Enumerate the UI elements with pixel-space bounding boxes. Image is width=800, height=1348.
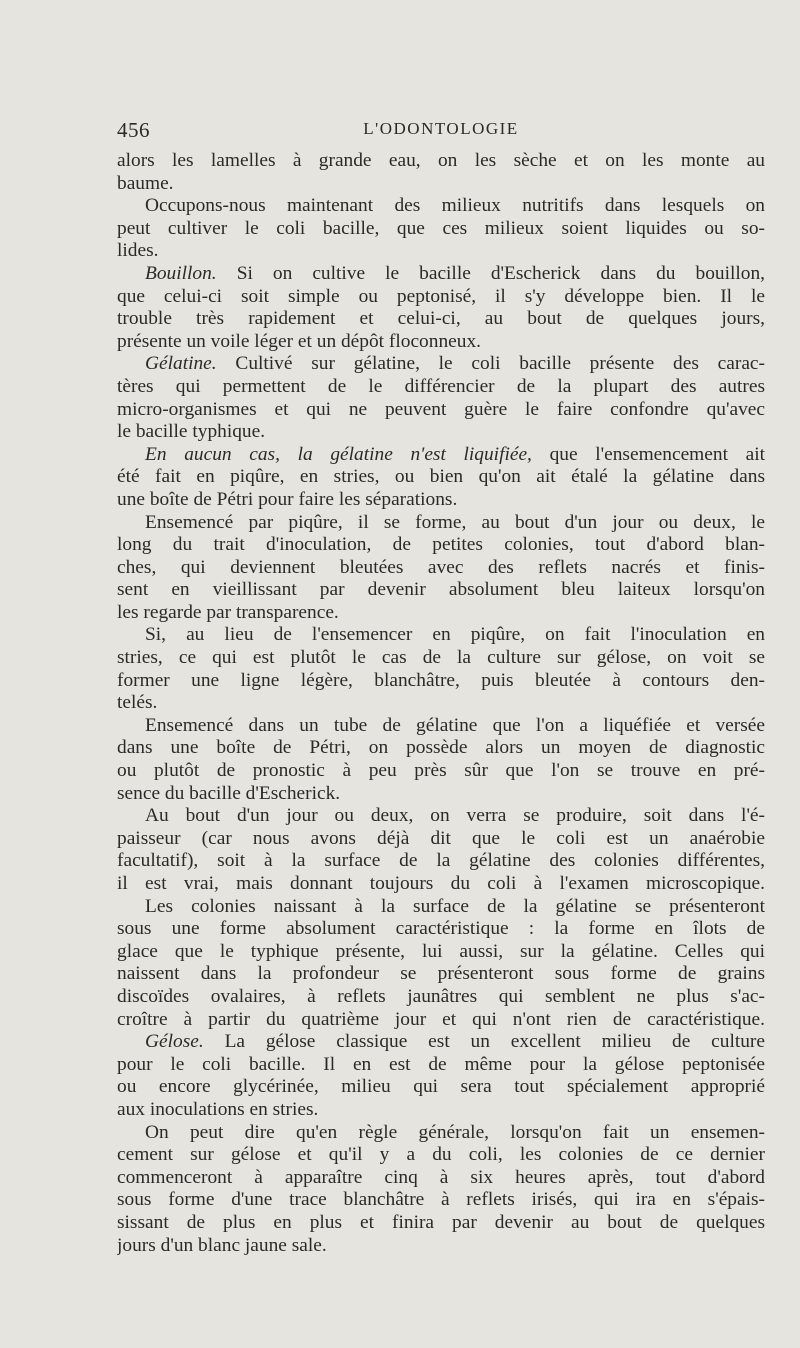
text-line [117, 579, 765, 602]
text-line [117, 421, 765, 444]
text-line [117, 263, 765, 286]
line-text: stries, ce qui est plutôt le cas de la culture sur gélose, on voit se [117, 647, 765, 669]
text-line [117, 850, 765, 873]
text-line [117, 1054, 765, 1077]
line-text: Ensemencé par piqûre, il se forme, au bout d'un jour ou deux, le [145, 511, 765, 533]
line-text: naissent dans la profondeur se présenteront sous forme de grains [117, 963, 765, 985]
line-text: sissant de plus en plus et finira par devenir au bout de quelques [117, 1211, 765, 1233]
line-text: alors les lamelles à grande eau, on les sèche et on les monte au [117, 150, 765, 171]
line-text: pour le coli bacille. Il en est de même pour la gélose peptonisée [117, 1053, 765, 1075]
line-text: discoïdes ovalaires, à reflets jaunâtres qui semblent ne plus s'ac- [117, 985, 765, 1007]
line-text: Occupons-nous maintenant des milieux nutritifs dans lesquels on [145, 195, 765, 217]
text-line [117, 286, 765, 309]
text-line [117, 828, 765, 851]
text-line [117, 1122, 765, 1145]
text-line [117, 308, 765, 331]
line-text: il est vrai, mais donnant toujours du coli à l'examen microscopique. [117, 873, 765, 894]
line-text: jours d'un blanc jaune sale. [117, 1234, 327, 1256]
body-text [117, 150, 765, 1257]
text-line [117, 512, 765, 535]
line-text: glace que le typhique présente, lui aussi, sur la gélatine. Celles qui [117, 940, 765, 962]
text-line [117, 331, 765, 354]
text-line [117, 805, 765, 828]
line-text: telés. [117, 692, 158, 714]
text-line [117, 557, 765, 580]
text-line [117, 399, 765, 422]
line-text: Si, au lieu de l'ensemencer en piqûre, on fait l'inoculation en [145, 624, 765, 646]
text-line [117, 1031, 765, 1054]
text-line [117, 489, 765, 512]
text-line [117, 783, 765, 806]
text-line [117, 602, 765, 625]
line-text: présente un voile léger et un dépôt floconneux. [117, 330, 481, 352]
text-line [117, 918, 765, 941]
text-line [117, 1009, 765, 1032]
text-line [117, 715, 765, 738]
text-line [117, 873, 765, 896]
line-text: trouble très rapidement et celui-ci, au bout de quelques jours, [117, 308, 765, 330]
text-line [117, 150, 765, 173]
section-lead: En aucun cas, la gélatine n'est liquifiée, [145, 443, 532, 465]
text-line [117, 195, 765, 218]
text-line [117, 466, 765, 489]
text-line [117, 1076, 765, 1099]
text-line [117, 941, 765, 964]
text-line [117, 896, 765, 919]
text-line [117, 1189, 765, 1212]
text-line [117, 1212, 765, 1235]
page-header [117, 118, 765, 144]
line-text: facultatif), soit à la surface de la gélatine des colonies différentes, [117, 850, 765, 872]
text-line [117, 353, 765, 376]
line-text: former une ligne légère, blanchâtre, puis bleutée à contours den- [117, 669, 765, 691]
text-line [117, 1144, 765, 1167]
line-text: lides. [117, 240, 159, 262]
line-text: Les colonies naissant à la surface de la gélatine se présenteront [145, 895, 765, 917]
text-line [117, 692, 765, 715]
running-title: L'ODONTOLOGIE [363, 119, 519, 138]
text-line [117, 647, 765, 670]
line-text: que celui-ci soit simple ou peptonisé, il s'y développe bien. Il le [117, 285, 765, 307]
section-lead: Bouillon. [145, 262, 217, 284]
text-line [117, 444, 765, 467]
line-text: baume. [117, 172, 174, 194]
line-text: dans une boîte de Pétri, on possède alors un moyen de diagnostic [117, 737, 765, 759]
text-line [117, 1167, 765, 1190]
text-line [117, 670, 765, 693]
page-number: 456 [117, 118, 150, 142]
line-text: le bacille typhique. [117, 421, 266, 443]
line-text: cement sur gélose et qu'il y a du coli, les colonies de ce dernier [117, 1144, 765, 1166]
text-line [117, 737, 765, 760]
line-text: micro-organismes et qui ne peuvent guère le faire confondre qu'avec [117, 398, 765, 420]
line-text: ou plutôt de pronostic à peu près sûr que l'on se trouve en pré- [117, 760, 765, 782]
line-text: peut cultiver le coli bacille, que ces milieux soient liquides ou so- [117, 217, 765, 239]
section-lead: Gélose. [145, 1031, 204, 1053]
text-line [117, 986, 765, 1009]
line-text: Au bout d'un jour ou deux, on verra se produire, soit dans l'é- [145, 805, 765, 827]
line-text: aux inoculations en stries. [117, 1098, 319, 1120]
section-lead: Gélatine. [145, 353, 217, 375]
line-text: que l'ensemencement ait [549, 443, 765, 465]
line-text: tères qui permettent de le différencier de la plupart des autres [117, 375, 765, 397]
line-text: sent en vieillissant par devenir absolument bleu laiteux lorsqu'on [117, 579, 765, 601]
line-text: Ensemencé dans un tube de gélatine que l'on a liquéfiée et versée [145, 714, 765, 736]
text-line [117, 534, 765, 557]
text-line [117, 376, 765, 399]
line-text: commenceront à apparaître cinq à six heures après, tout d'abord [117, 1166, 765, 1188]
text-line [117, 173, 765, 196]
line-text: ches, qui deviennent bleutées avec des reflets nacrés et finis- [117, 556, 765, 578]
line-text: Cultivé sur gélatine, le coli bacille présente des carac- [235, 353, 765, 375]
line-text: paisseur (car nous avons déjà dit que le coli est un anaérobie [117, 827, 765, 849]
text-line [117, 1235, 765, 1258]
text-line [117, 963, 765, 986]
text-line [117, 218, 765, 241]
line-text: sous une forme absolument caractéristique : la forme en îlots de [117, 918, 765, 940]
line-text: été fait en piqûre, en stries, ou bien qu'on ait étalé la gélatine dans [117, 466, 765, 488]
line-text: On peut dire qu'en règle générale, lorsqu'on fait un ensemen- [145, 1121, 765, 1143]
text-line [117, 1099, 765, 1122]
line-text: sence du bacille d'Escherick. [117, 782, 341, 804]
line-text: Si on cultive le bacille d'Escherick dans du bouillon, [236, 262, 765, 284]
line-text: une boîte de Pétri pour faire les séparations. [117, 488, 458, 510]
line-text: ou encore glycérinée, milieu qui sera tout spécialement approprié [117, 1076, 765, 1098]
text-line [117, 624, 765, 647]
line-text: sous forme d'une trace blanchâtre à reflets irisés, qui ira en s'épais- [117, 1189, 765, 1211]
line-text: croître à partir du quatrième jour et qui n'ont rien de caractéristique. [117, 1008, 765, 1030]
line-text: les regarde par transparence. [117, 601, 339, 623]
text-line [117, 240, 765, 263]
line-text: long du trait d'inoculation, de petites colonies, tout d'abord blan- [117, 534, 765, 556]
line-text: La gélose classique est un excellent milieu de culture [224, 1031, 765, 1053]
text-line [117, 760, 765, 783]
